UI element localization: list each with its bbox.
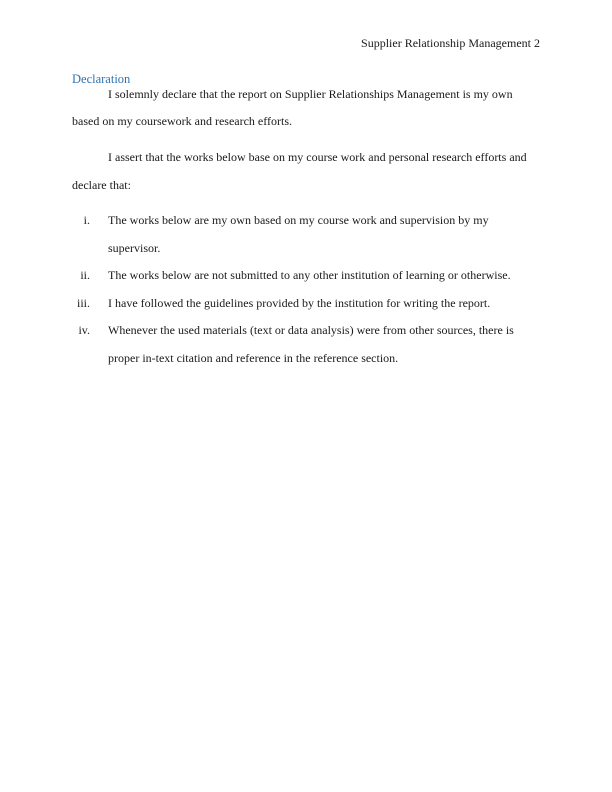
list-item-2-line-1: The works below are not submitted to any other institution of learning or otherwise.	[108, 268, 511, 282]
list-marker: iii.	[76, 296, 90, 310]
list-marker: iv.	[78, 323, 90, 337]
paragraph-1-line-2: based on my coursework and research efforts.	[72, 114, 293, 128]
section-heading: Declaration	[72, 72, 131, 86]
running-head: Supplier Relationship Management 2	[361, 36, 540, 50]
list-item-1-line-2: supervisor.	[108, 241, 161, 255]
list-item-4-line-2: proper in-text citation and reference in the reference section.	[108, 351, 399, 365]
paragraph-2-line-1: I assert that the works below base on my course work and personal research efforts and	[108, 150, 527, 164]
list-marker: ii.	[80, 268, 90, 282]
list-marker: i.	[83, 213, 90, 227]
paragraph-1-line-1: I solemnly declare that the report on Supplier Relationships Management is my own	[108, 87, 513, 101]
list-item-1-line-1: The works below are my own based on my course work and supervision by my	[108, 213, 489, 227]
list-item-4-line-1: Whenever the used materials (text or data analysis) were from other sources, there is	[108, 323, 514, 337]
paragraph-2-line-2: declare that:	[72, 178, 131, 192]
list-item-3-line-1: I have followed the guidelines provided by the institution for writing the report.	[108, 296, 491, 310]
